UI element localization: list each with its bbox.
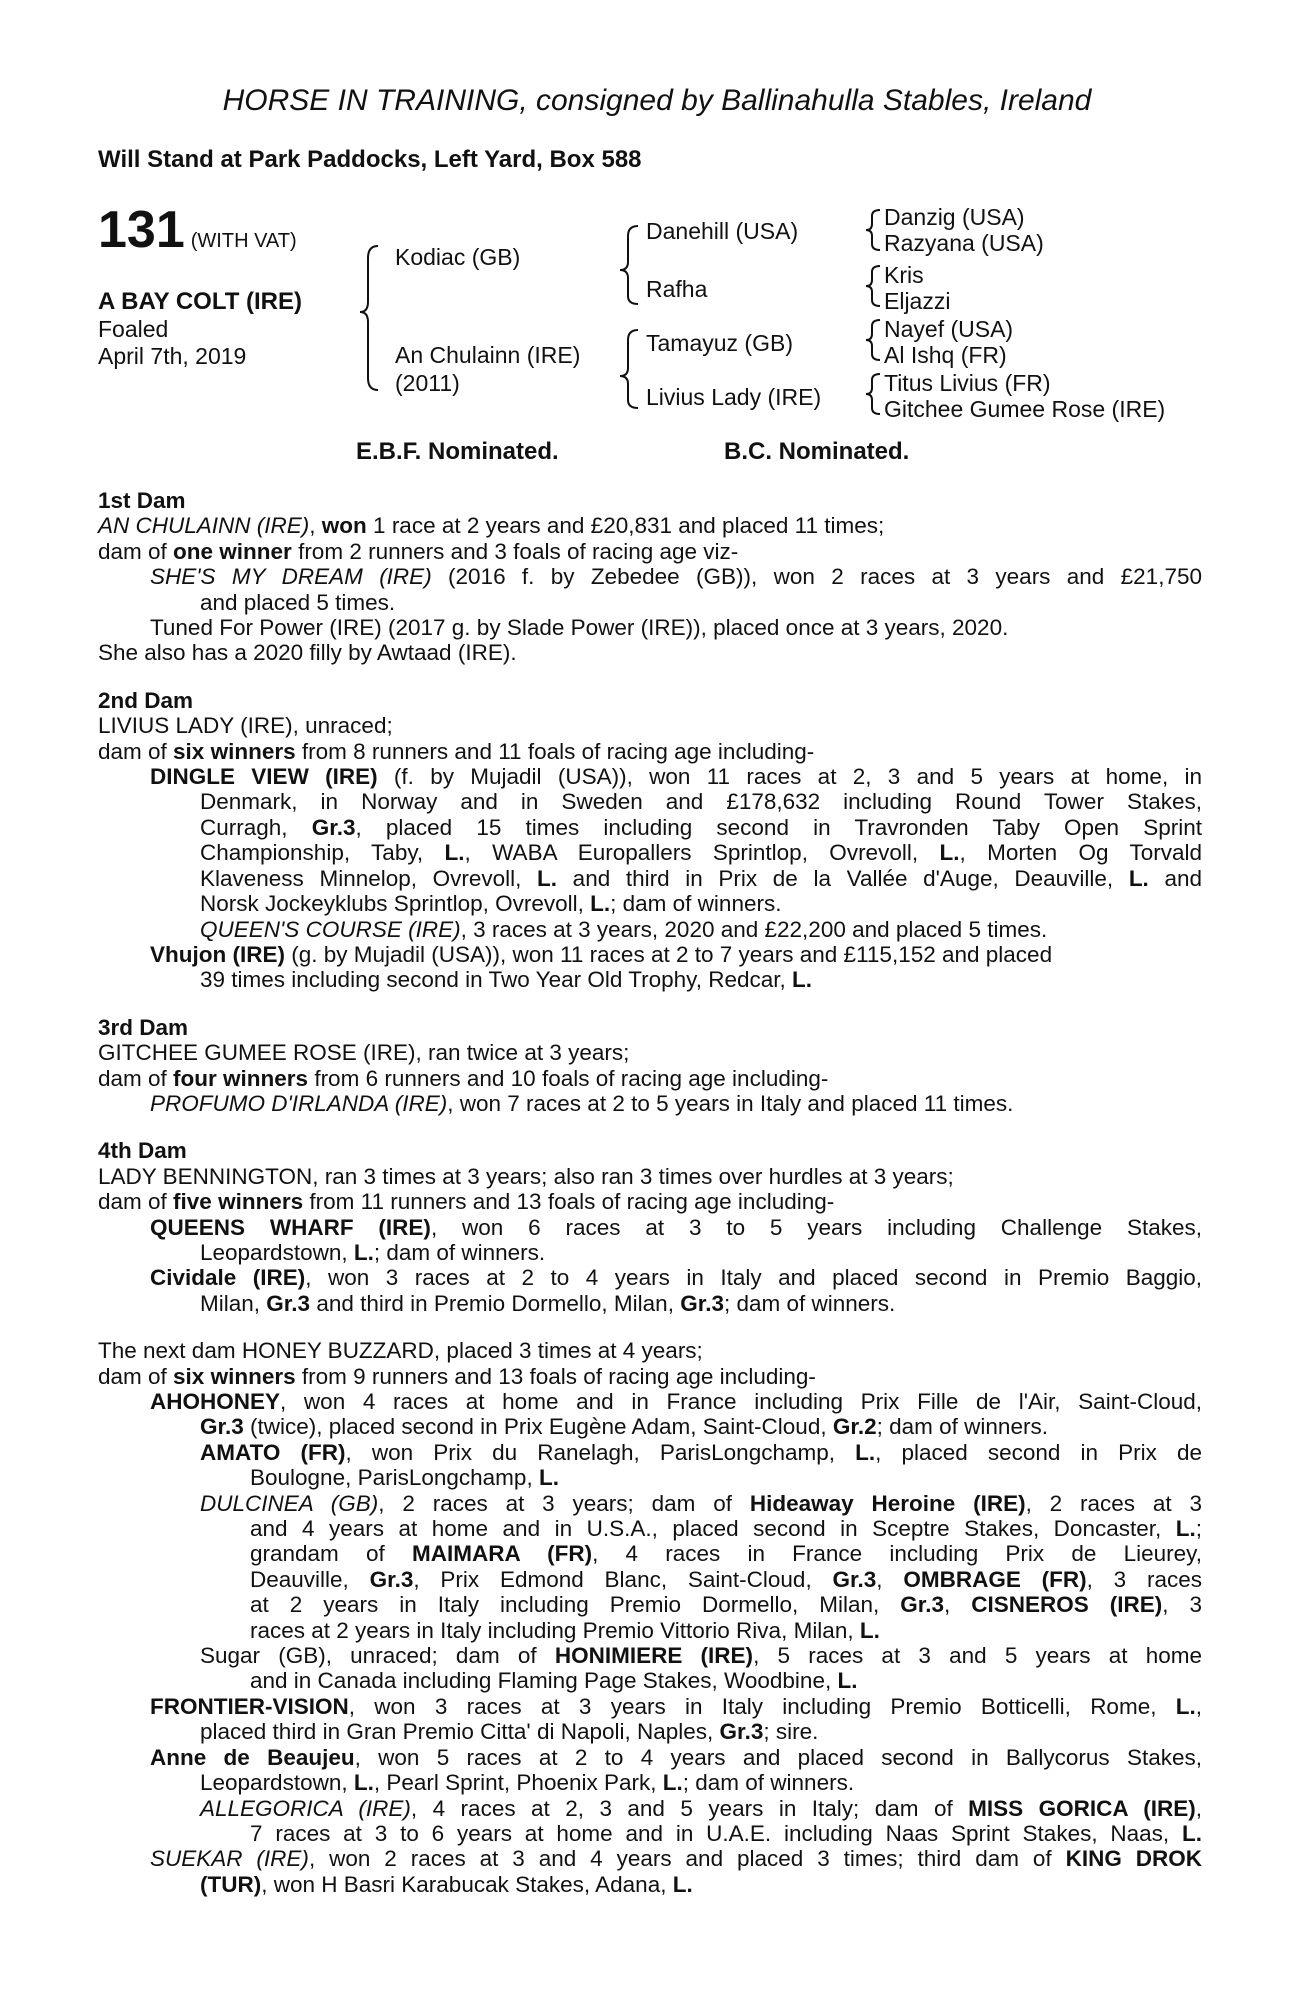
text-line: and in Canada including Flaming Page Stakes, Woodbine, L. — [250, 1668, 858, 1694]
text-line: Norsk Jockeyklubs Sprintlop, Ovrevoll, L.; dam of winners. — [200, 891, 782, 917]
text-line: QUEENS WHARF (IRE), won 6 races at 3 to 5 years including Challenge Stakes, — [150, 1214, 1203, 1240]
text-line: dam of one winner from 2 runners and 3 foals of racing age viz- — [98, 538, 739, 564]
text-line: Sugar (GB), unraced; dam of HONIMIERE (IRE), 5 races at 3 and 5 years at home — [200, 1643, 1202, 1669]
text-line: and 4 years at home and in U.S.A., placed second in Sceptre Stakes, Doncaster, L.; — [250, 1516, 1202, 1542]
catalogue-title: HORSE IN TRAINING, consigned by Ballinahulla Stables, Ireland — [222, 84, 1092, 117]
text-line: SHE'S MY DREAM (IRE) (2016 f. by Zebedee (GB)), won 2 races at 3 years and £21,750 — [150, 564, 1202, 590]
vat-label: (WITH VAT) — [190, 230, 297, 252]
text-line: Klaveness Minnelop, Ovrevoll, L. and third in Prix de la Vallée d'Auge, Deauville, L. and — [200, 865, 1202, 891]
foaled-label: Foaled — [98, 316, 169, 342]
bc-nominated: B.C. Nominated. — [724, 438, 910, 465]
text-line: grandam of MAIMARA (FR), 4 races in France including Prix de Lieurey, — [250, 1541, 1202, 1567]
text-line: Championship, Taby, L., WABA Europallers Sprintlop, Ovrevoll, L., Morten Og Torvald — [200, 840, 1202, 866]
text-line: Vhujon (IRE) (g. by Mujadil (USA)), won 11 races at 2 to 7 years and £115,152 and placed — [150, 941, 1053, 967]
text-line: 7 races at 3 to 6 years at home and in U.A.E. including Naas Sprint Stakes, Naas, L. — [250, 1820, 1202, 1846]
brace-dam — [620, 330, 638, 408]
text-line: dam of five winners from 11 runners and 13 foals of racing age including- — [98, 1189, 835, 1215]
text-line: Milan, Gr.3 and third in Premio Dormello, Milan, Gr.3; dam of winners. — [200, 1290, 896, 1316]
text-line: Leopardstown, L., Pearl Sprint, Phoenix Park, L.; dam of winners. — [200, 1770, 855, 1796]
brace-g34 — [866, 266, 880, 306]
section-heading: 4th Dam — [98, 1138, 187, 1164]
text-line: She also has a 2020 filly by Awtaad (IRE). — [98, 640, 517, 666]
text-line: AMATO (FR), won Prix du Ranelagh, ParisLongchamp, L., placed second in Prix de — [200, 1439, 1202, 1465]
text-line: AN CHULAINN (IRE), won 1 race at 2 years and £20,831 and placed 11 times; — [98, 513, 885, 539]
text-line: at 2 years in Italy including Premio Dormello, Milan, Gr.3, CISNEROS (IRE), 3 — [250, 1592, 1202, 1618]
text-line: Gr.3 (twice), placed second in Prix Eugène Adam, Saint-Cloud, Gr.2; dam of winners. — [200, 1414, 1048, 1440]
sire-sire: Danehill (USA) — [646, 218, 799, 244]
section-heading: 1st Dam — [98, 488, 186, 513]
text-line: Boulogne, ParisLongchamp, L. — [250, 1465, 559, 1491]
gsire-7: Titus Livius (FR) — [884, 370, 1051, 396]
sire-dam: Rafha — [646, 276, 708, 302]
brace-g78 — [866, 374, 880, 414]
text-line: DINGLE VIEW (IRE) (f. by Mujadil (USA)), won 11 races at 2, 3 and 5 years at home, in — [150, 764, 1203, 790]
brace-g12 — [866, 210, 880, 250]
text-line: LADY BENNINGTON, ran 3 times at 3 years; also ran 3 times over hurdles at 3 years; — [98, 1163, 954, 1189]
text-line: Curragh, Gr.3, placed 15 times including second in Travronden Taby Open Sprint — [200, 814, 1202, 840]
text-line: GITCHEE GUMEE ROSE (IRE), ran twice at 3 years; — [98, 1040, 630, 1066]
lot-number: 131 — [98, 201, 185, 259]
text-line: placed third in Gran Premio Citta' di Napoli, Naples, Gr.3; sire. — [200, 1719, 819, 1745]
text-line: LIVIUS LADY (IRE), unraced; — [98, 713, 393, 739]
ebf-nominated: E.B.F. Nominated. — [356, 438, 559, 465]
stand-location: Will Stand at Park Paddocks, Left Yard, Box 588 — [98, 146, 642, 173]
text-line: Anne de Beaujeu, won 5 races at 2 to 4 years and placed second in Ballycorus Stakes, — [150, 1744, 1202, 1770]
text-line: Deauville, Gr.3, Prix Edmond Blanc, Saint-Cloud, Gr.3, OMBRAGE (FR), 3 races — [250, 1566, 1202, 1592]
brace-sire — [620, 226, 638, 304]
gsire-8: Gitchee Gumee Rose (IRE) — [884, 396, 1166, 422]
foaled-date: April 7th, 2019 — [98, 343, 247, 369]
dam-name: An Chulainn (IRE) — [395, 342, 581, 368]
gsire-1: Danzig (USA) — [884, 204, 1025, 230]
gsire-5: Nayef (USA) — [884, 316, 1014, 342]
text-line: dam of four winners from 6 runners and 10 foals of racing age including- — [98, 1065, 829, 1091]
catalogue-body — [98, 488, 1202, 1897]
text-line: dam of six winners from 9 runners and 13 foals of racing age including- — [98, 1363, 816, 1389]
brace-main — [360, 246, 378, 390]
text-line: The next dam HONEY BUZZARD, placed 3 times at 4 years; — [98, 1338, 703, 1364]
text-line: (TUR), won H Basri Karabucak Stakes, Adana, L. — [200, 1871, 693, 1897]
dam-sire: Tamayuz (GB) — [646, 330, 793, 356]
section-heading: 2nd Dam — [98, 687, 194, 713]
text-line: DULCINEA (GB), 2 races at 3 years; dam of Hideaway Heroine (IRE), 2 races at 3 — [200, 1490, 1202, 1516]
sire-name: Kodiac (GB) — [395, 244, 521, 270]
section-heading: 3rd Dam — [98, 1014, 189, 1040]
dam-year: (2011) — [395, 370, 460, 396]
text-line: PROFUMO D'IRLANDA (IRE), won 7 races at 2 to 5 years in Italy and placed 11 times. — [150, 1090, 1014, 1116]
gsire-2: Razyana (USA) — [884, 230, 1044, 256]
gsire-6: Al Ishq (FR) — [884, 342, 1007, 368]
text-line: Tuned For Power (IRE) (2017 g. by Slade Power (IRE)), placed once at 3 years, 2020. — [150, 615, 1009, 641]
text-line: AHOHONEY, won 4 races at home and in France including Prix Fille de l'Air, Saint-Cloud, — [150, 1389, 1202, 1414]
text-line: SUEKAR (IRE), won 2 races at 3 and 4 years and placed 3 times; third dam of KING DROK — [150, 1846, 1202, 1872]
text-line: Leopardstown, L.; dam of winners. — [200, 1239, 546, 1265]
text-line: ALLEGORICA (IRE), 4 races at 2, 3 and 5 years in Italy; dam of MISS GORICA (IRE), — [200, 1795, 1202, 1821]
brace-g56 — [866, 320, 880, 360]
text-line: FRONTIER-VISION, won 3 races at 3 years in Italy including Premio Botticelli, Rome, L., — [150, 1693, 1202, 1719]
lot-description: A BAY COLT (IRE) — [98, 288, 303, 315]
text-line: Denmark, in Norway and in Sweden and £178,632 including Round Tower Stakes, — [200, 789, 1202, 815]
text-line: Cividale (IRE), won 3 races at 2 to 4 years in Italy and placed second in Premio Baggio, — [150, 1265, 1203, 1291]
gsire-4: Eljazzi — [884, 288, 951, 314]
text-line: races at 2 years in Italy including Premio Vittorio Riva, Milan, L. — [250, 1617, 880, 1643]
gsire-3: Kris — [884, 262, 924, 288]
text-line: dam of six winners from 8 runners and 11 foals of racing age including- — [98, 738, 815, 764]
dam-dam: Livius Lady (IRE) — [646, 384, 822, 410]
text-line: and placed 5 times. — [200, 589, 396, 615]
text-line: QUEEN'S COURSE (IRE), 3 races at 3 years, 2020 and £22,200 and placed 5 times. — [200, 916, 1048, 942]
text-line: 39 times including second in Two Year Old Trophy, Redcar, L. — [200, 967, 813, 993]
